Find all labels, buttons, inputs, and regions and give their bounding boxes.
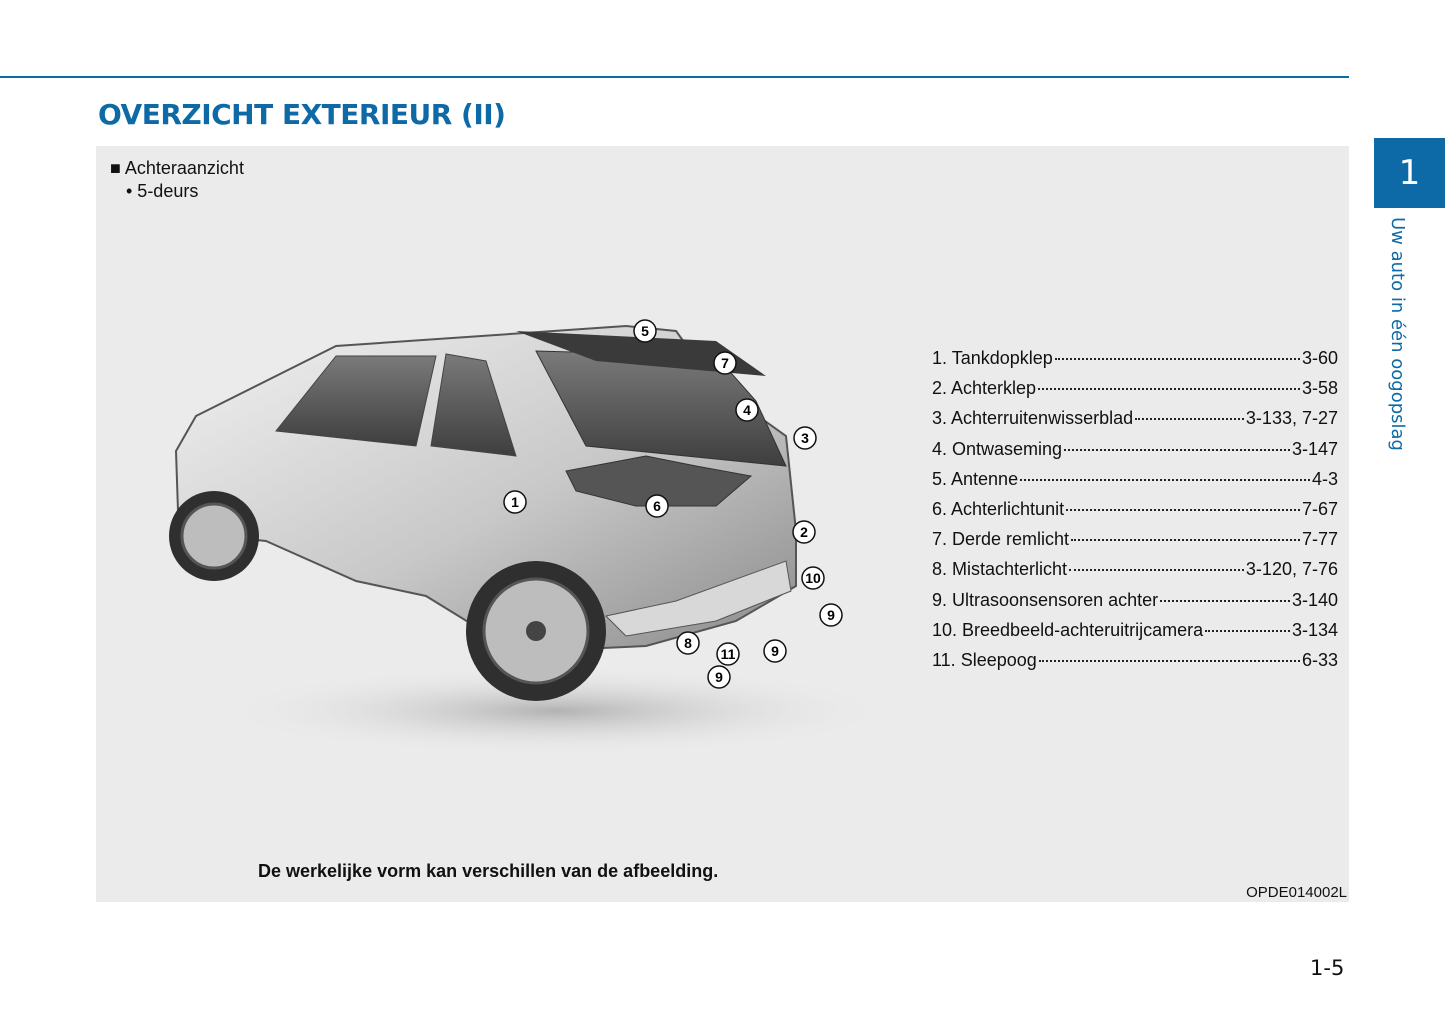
callout-9b bbox=[764, 640, 786, 662]
figure-code: OPDE014002L bbox=[1246, 884, 1347, 901]
svg-text:2: 2 bbox=[800, 524, 808, 540]
legend-item: 8. Mistachterlicht 3-120, 7-76 bbox=[932, 559, 1338, 580]
svg-text:1: 1 bbox=[511, 494, 519, 510]
callout-8 bbox=[677, 632, 699, 654]
header-rule bbox=[0, 76, 1349, 78]
rear-hub bbox=[526, 621, 546, 641]
callout-10 bbox=[802, 567, 824, 589]
figure-caption: De werkelijke vorm kan verschillen van de afbeelding. bbox=[258, 861, 719, 881]
view-heading: ■ Achteraanzicht bbox=[110, 158, 244, 178]
callout-2 bbox=[793, 521, 815, 543]
legend-item: 2. Achterklep 3-58 bbox=[932, 378, 1338, 399]
svg-text:5: 5 bbox=[641, 323, 649, 339]
legend-item: 4. Ontwaseming 3-147 bbox=[932, 438, 1338, 459]
figure-panel bbox=[96, 146, 1349, 902]
svg-text:11: 11 bbox=[720, 646, 736, 662]
chapter-side-title: Uw auto in één oogopslag bbox=[1387, 217, 1408, 451]
legend-item: 10. Breedbeeld-achteruitrijcamera 3-134 bbox=[932, 619, 1338, 640]
svg-text:4: 4 bbox=[743, 402, 751, 418]
legend-item: 11. Sleepoog 6-33 bbox=[932, 649, 1338, 670]
callout-9a bbox=[708, 666, 730, 688]
page-title: OVERZICHT EXTERIEUR (II) bbox=[98, 98, 506, 131]
svg-text:6: 6 bbox=[653, 498, 661, 514]
legend-item: 1. Tankdopklep 3-60 bbox=[932, 348, 1338, 368]
callout-1 bbox=[504, 491, 526, 513]
callout-11 bbox=[717, 643, 739, 665]
front-rim bbox=[182, 504, 246, 568]
callout-6 bbox=[646, 495, 668, 517]
callout-7 bbox=[714, 352, 736, 374]
legend-item: 9. Ultrasoonsensoren achter 3-140 bbox=[932, 589, 1338, 610]
svg-text:10: 10 bbox=[805, 570, 821, 586]
svg-text:9: 9 bbox=[715, 669, 723, 685]
legend-item: 7. Derde remlicht 7-77 bbox=[932, 529, 1338, 550]
page-number: 1-5 bbox=[1310, 956, 1345, 980]
parts-legend bbox=[932, 348, 1338, 680]
legend-item: 5. Antenne 4-3 bbox=[932, 468, 1338, 489]
legend-item: 3. Achterruitenwisserblad 3-133, 7-27 bbox=[932, 408, 1338, 429]
callout-9c bbox=[820, 604, 842, 626]
callout-5 bbox=[634, 320, 656, 342]
svg-text:3: 3 bbox=[801, 430, 809, 446]
svg-text:7: 7 bbox=[721, 355, 729, 371]
callout-3 bbox=[794, 427, 816, 449]
svg-text:9: 9 bbox=[827, 607, 835, 623]
view-subheading: • 5-deurs bbox=[126, 181, 199, 201]
car-rear-illustration bbox=[156, 316, 876, 766]
chapter-tab[interactable]: 1 bbox=[1374, 138, 1445, 208]
svg-text:9: 9 bbox=[771, 643, 779, 659]
callout-4 bbox=[736, 399, 758, 421]
svg-text:8: 8 bbox=[684, 635, 692, 651]
legend-item: 6. Achterlichtunit 7-67 bbox=[932, 498, 1338, 519]
